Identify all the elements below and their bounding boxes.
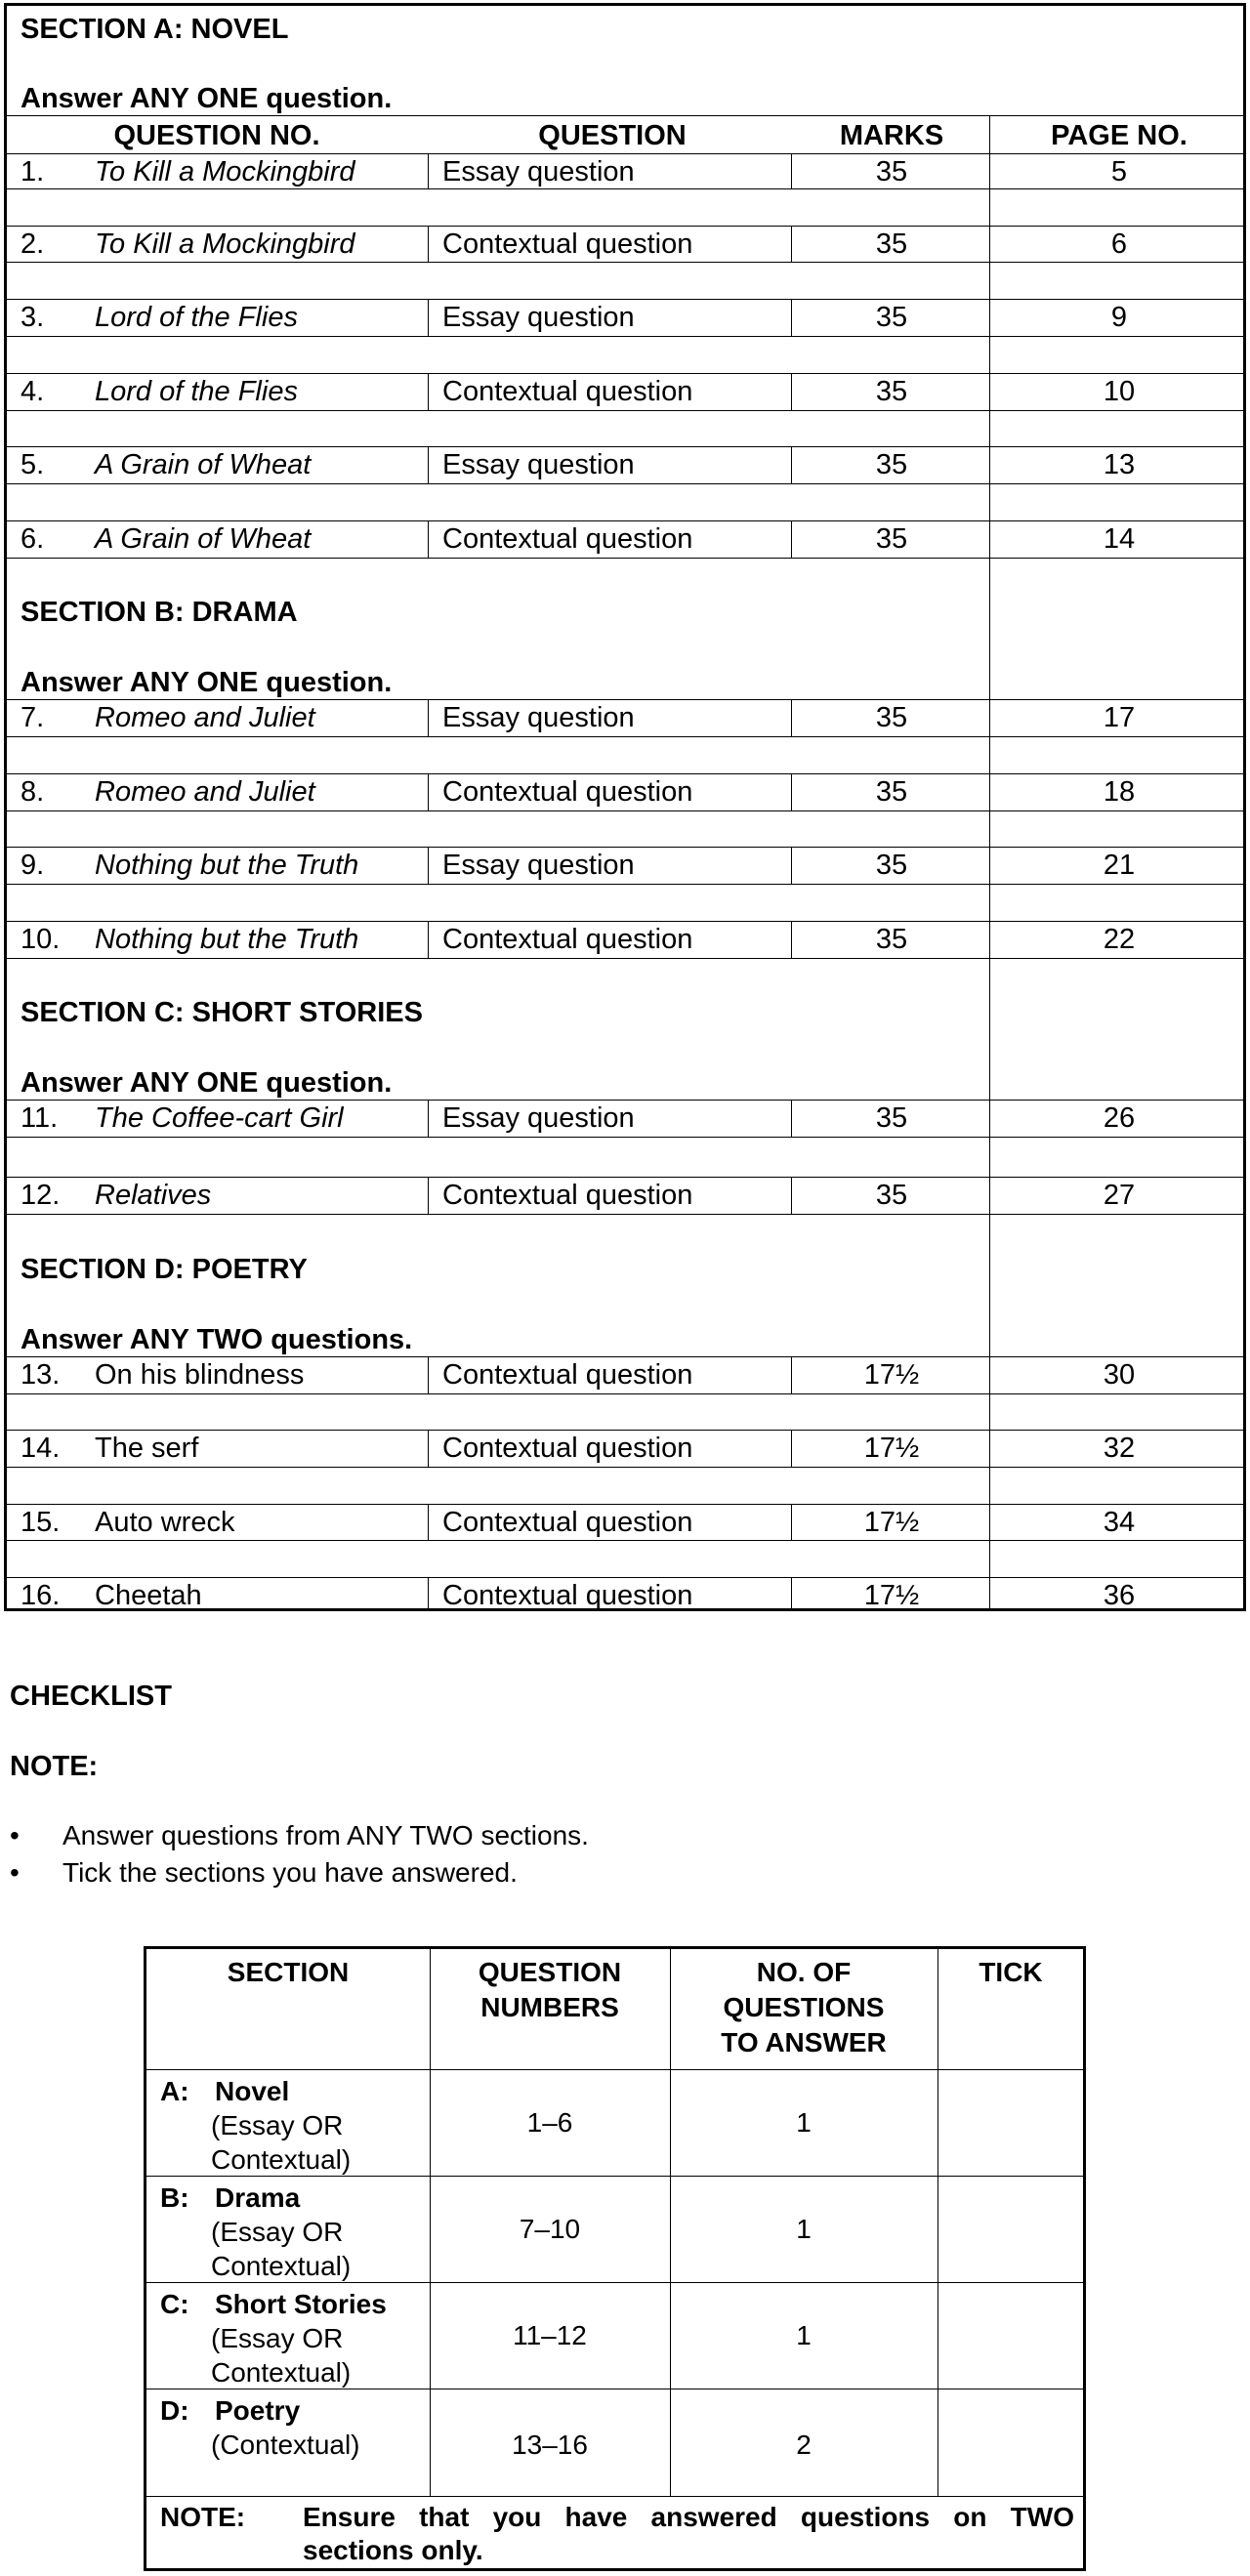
- header-line: NUMBERS: [480, 1992, 619, 2022]
- section-a-instruction: Answer ANY ONE question.: [21, 83, 393, 114]
- section-subtext: Contextual): [211, 2357, 352, 2388]
- question-page: 13: [1103, 449, 1136, 480]
- checklist-heading: CHECKLIST: [10, 1681, 172, 1712]
- question-marks: 17½: [863, 1580, 920, 1611]
- tick-box[interactable]: [939, 2284, 1082, 2387]
- question-page: 22: [1103, 924, 1136, 955]
- section-d-title: SECTION D: POETRY: [21, 1254, 308, 1285]
- question-page: 26: [1103, 1102, 1136, 1134]
- section-name: Poetry: [215, 2395, 301, 2426]
- question-number: 10.: [21, 924, 61, 955]
- questions-to-answer: 1: [796, 2320, 812, 2350]
- tick-box[interactable]: [939, 2071, 1082, 2174]
- question-page: 21: [1103, 850, 1136, 881]
- question-marks: 35: [875, 850, 908, 881]
- question-type: Essay question: [442, 1102, 635, 1134]
- question-marks: 35: [875, 229, 908, 260]
- question-number: 8.: [21, 776, 45, 808]
- col-header-question: QUESTION: [538, 120, 687, 151]
- question-page: 34: [1103, 1507, 1136, 1538]
- col-header-question-no: QUESTION NO.: [113, 120, 320, 151]
- col-header-questions-to-answer: [670, 1955, 938, 2060]
- question-number: 16.: [21, 1580, 61, 1611]
- question-title: To Kill a Mockingbird: [95, 156, 355, 187]
- question-number: 15.: [21, 1507, 61, 1538]
- question-marks: 17½: [863, 1507, 920, 1538]
- section-subtext: (Contextual): [211, 2430, 360, 2460]
- section-name: Drama: [215, 2182, 301, 2213]
- section-name: Novel: [215, 2076, 290, 2106]
- note-text-line1: Ensure that you have answered questions on TWO: [303, 2502, 1074, 2532]
- question-type: Essay question: [442, 702, 635, 733]
- question-type: Contextual question: [442, 1180, 693, 1211]
- question-marks: 35: [875, 449, 908, 480]
- header-line: TO ANSWER: [721, 2027, 887, 2057]
- question-title: Romeo and Juliet: [95, 702, 315, 733]
- question-number: 3.: [21, 302, 45, 333]
- section-c-title: SECTION C: SHORT STORIES: [21, 997, 423, 1028]
- note-text-line2: sections only.: [303, 2535, 483, 2565]
- question-numbers: 11–12: [513, 2320, 587, 2350]
- question-type: Contextual question: [442, 924, 693, 955]
- question-numbers: 13–16: [512, 2430, 588, 2460]
- question-page: 17: [1103, 702, 1136, 733]
- questions-to-answer: 1: [796, 2107, 812, 2138]
- tick-box[interactable]: [939, 2178, 1082, 2280]
- question-page: 36: [1103, 1580, 1136, 1611]
- question-title: The Coffee-cart Girl: [95, 1102, 344, 1134]
- question-table: [4, 3, 1246, 1611]
- question-title: Lord of the Flies: [95, 376, 298, 407]
- question-marks: 17½: [863, 1433, 920, 1464]
- question-type: Contextual question: [442, 1580, 693, 1611]
- question-marks: 17½: [863, 1359, 920, 1391]
- question-title: Nothing but the Truth: [95, 850, 359, 881]
- question-page: 14: [1103, 523, 1136, 555]
- question-title: Auto wreck: [95, 1507, 235, 1538]
- question-type: Contextual question: [442, 1359, 693, 1391]
- question-page: 30: [1103, 1359, 1136, 1391]
- question-type: Contextual question: [442, 1507, 693, 1538]
- question-page: 9: [1110, 302, 1128, 333]
- question-title: Relatives: [95, 1180, 212, 1211]
- section-b-instruction: Answer ANY ONE question.: [21, 667, 393, 698]
- question-page: 27: [1103, 1180, 1136, 1211]
- question-title: Romeo and Juliet: [95, 776, 315, 808]
- header-line: QUESTION: [478, 1957, 622, 1987]
- question-number: 9.: [21, 850, 45, 881]
- question-number: 13.: [21, 1359, 61, 1391]
- section-subtext: (Essay OR: [211, 2110, 344, 2140]
- bullet-text: Tick the sections you have answered.: [62, 1857, 518, 1888]
- question-title: To Kill a Mockingbird: [95, 229, 355, 260]
- question-number: 6.: [21, 523, 45, 555]
- section-letter: B:: [160, 2182, 189, 2213]
- section-letter: D:: [160, 2395, 189, 2426]
- tick-box[interactable]: [939, 2390, 1082, 2494]
- question-title: Lord of the Flies: [95, 302, 298, 333]
- question-title: Cheetah: [95, 1580, 202, 1611]
- question-marks: 35: [875, 776, 908, 808]
- question-marks: 35: [875, 702, 908, 733]
- question-type: Essay question: [442, 302, 635, 333]
- question-type: Contextual question: [442, 523, 693, 555]
- question-number: 12.: [21, 1180, 61, 1211]
- question-number: 2.: [21, 229, 45, 260]
- questions-to-answer: 2: [796, 2430, 812, 2460]
- question-marks: 35: [875, 924, 908, 955]
- question-title: A Grain of Wheat: [95, 449, 312, 480]
- question-type: Essay question: [442, 156, 635, 187]
- question-marks: 35: [875, 1180, 908, 1211]
- question-page: 18: [1103, 776, 1136, 808]
- question-marks: 35: [875, 156, 908, 187]
- question-type: Contextual question: [442, 376, 693, 407]
- question-page: 32: [1103, 1433, 1136, 1464]
- question-title: The serf: [95, 1433, 199, 1464]
- question-marks: 35: [875, 523, 908, 555]
- bullet-text: Answer questions from ANY TWO sections.: [62, 1820, 589, 1850]
- checklist-note-label: NOTE:: [10, 1751, 99, 1782]
- question-marks: 35: [875, 376, 908, 407]
- questions-to-answer: 1: [796, 2214, 812, 2244]
- bullet-icon: •: [10, 1857, 20, 1888]
- section-subtext: Contextual): [211, 2251, 352, 2281]
- col-header-section: SECTION: [227, 1957, 350, 1987]
- section-c-instruction: Answer ANY ONE question.: [21, 1067, 393, 1099]
- section-b-title: SECTION B: DRAMA: [21, 597, 298, 628]
- col-header-tick: TICK: [979, 1957, 1043, 1987]
- section-subtext: (Essay OR: [211, 2323, 344, 2353]
- question-page: 6: [1110, 229, 1128, 260]
- question-numbers: 7–10: [519, 2214, 581, 2244]
- question-type: Essay question: [442, 449, 635, 480]
- col-header-marks: MARKS: [839, 120, 944, 151]
- question-number: 1.: [21, 156, 45, 187]
- question-title: Nothing but the Truth: [95, 924, 359, 955]
- question-type: Contextual question: [442, 229, 693, 260]
- question-number: 14.: [21, 1433, 61, 1464]
- section-d-instruction: Answer ANY TWO questions.: [21, 1324, 413, 1355]
- question-type: Contextual question: [442, 776, 693, 808]
- header-line: NO. OF: [756, 1957, 852, 1987]
- col-header-page-no: PAGE NO.: [1051, 120, 1188, 151]
- question-number: 11.: [21, 1102, 59, 1134]
- col-header-question-numbers: [430, 1955, 670, 2025]
- checklist-table: [144, 1946, 1086, 2571]
- section-letter: A:: [160, 2076, 189, 2106]
- question-numbers: 1–6: [526, 2107, 573, 2138]
- question-number: 5.: [21, 449, 45, 480]
- question-marks: 35: [875, 302, 908, 333]
- question-page: 10: [1103, 376, 1136, 407]
- header-line: QUESTIONS: [723, 1992, 885, 2022]
- question-number: 4.: [21, 376, 45, 407]
- note-label: NOTE:: [160, 2502, 246, 2532]
- question-type: Essay question: [442, 850, 635, 881]
- section-subtext: (Essay OR: [211, 2217, 344, 2247]
- section-name: Short Stories: [215, 2289, 387, 2319]
- bullet-icon: •: [10, 1820, 20, 1850]
- question-marks: 35: [875, 1102, 908, 1134]
- question-title: On his blindness: [95, 1359, 305, 1391]
- question-number: 7.: [21, 702, 45, 733]
- section-a-title: SECTION A: NOVEL: [21, 14, 289, 45]
- section-subtext: Contextual): [211, 2144, 352, 2175]
- question-type: Contextual question: [442, 1433, 693, 1464]
- question-title: A Grain of Wheat: [95, 523, 312, 555]
- section-letter: C:: [160, 2289, 189, 2319]
- question-page: 5: [1110, 156, 1128, 187]
